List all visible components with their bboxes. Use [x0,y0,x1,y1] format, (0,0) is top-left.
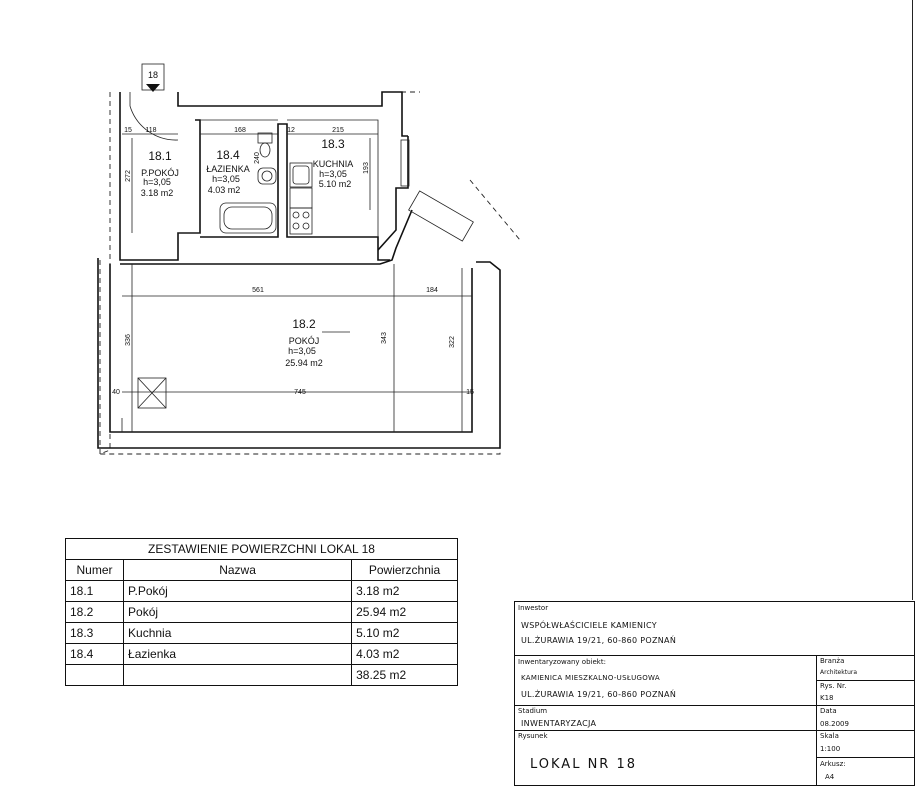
dim-label: 272 [125,170,132,182]
dim-label: 168 [234,127,246,134]
dim-label: 118 [145,127,157,134]
dim-label: 322 [449,336,456,348]
cell-name: Łazienka [124,644,352,665]
dim-label: 336 [125,334,132,346]
cell-number: 18.4 [66,644,124,665]
skala-value: 1:100 [820,745,841,753]
dim-label: 193 [363,162,370,174]
rys-label: Rys. Nr. [820,682,847,690]
cell-name: Kuchnia [124,623,352,644]
table-row [66,644,458,665]
table-header-row [66,560,458,581]
table-row [66,602,458,623]
room-label-18-4 [206,148,250,195]
data-cell [816,705,915,731]
svg-text:ŁAZIENKA: ŁAZIENKA [206,164,250,174]
cell-number: 18.1 [66,581,124,602]
column-header: Powierzchnia [352,560,458,581]
data-label: Data [820,707,837,715]
svg-text:18.2: 18.2 [292,317,316,331]
cell-area: 25.94 m2 [352,602,458,623]
room-label-18-2 [285,317,323,368]
total-area: 38.25 m2 [352,665,458,686]
object-cell [514,655,817,706]
outer-boundary [100,92,520,454]
dim-label: 561 [252,287,264,294]
svg-text:h=3,05: h=3,05 [288,346,316,356]
dim-label: 12 [287,127,295,134]
object-address: UL.ŻURAWIA 19/21, 60-860 POZNAŃ [521,690,677,699]
investor-cell [514,601,915,656]
dim-label: 215 [332,127,344,134]
table-title: ZESTAWIENIE POWIERZCHNI LOKAL 18 [66,539,458,560]
arkusz-value: A4 [825,773,835,781]
table-row [66,623,458,644]
investor-address: UL.ŻURAWIA 19/21, 60-860 POZNAŃ [521,636,677,645]
dim-label: 343 [381,332,388,344]
arkusz-cell [816,757,915,786]
skala-label: Skala [820,732,839,740]
column-header: Numer [66,560,124,581]
entrance-number: 18 [147,70,159,80]
cell-area: 4.03 m2 [352,644,458,665]
arkusz-label: Arkusz: [820,760,846,768]
cell-area: 3.18 m2 [352,581,458,602]
svg-text:P.POKÓJ: P.POKÓJ [141,168,179,178]
svg-text:h=3,05: h=3,05 [319,169,347,179]
column-header: Nazwa [124,560,352,581]
cell-name: Pokój [124,602,352,623]
skala-cell [816,730,915,758]
rysunek-cell [514,730,817,786]
area-summary-table [65,538,458,686]
table-row [66,581,458,602]
investor-label: Inwestor [518,604,549,612]
svg-text:18.1: 18.1 [148,149,172,163]
drawing-title: LOKAL NR 18 [530,757,638,772]
cell-empty [66,665,124,686]
branza-value: Architektura [820,669,858,676]
stadium-cell [514,705,817,731]
room-label-18-1 [141,149,179,198]
table-total-row [66,665,458,686]
page-border-line [912,0,913,600]
cell-area: 5.10 m2 [352,623,458,644]
dim-label: 15 [466,389,474,396]
dim-label: 240 [254,152,261,164]
branza-cell [816,655,915,681]
svg-text:18.3: 18.3 [321,137,345,151]
svg-text:4.03 m2: 4.03 m2 [207,185,241,195]
rysunek-label: Rysunek [518,732,548,740]
title-block [514,601,915,786]
stadium-value: INWENTARYZACJA [521,719,597,728]
dim-label: 184 [426,287,438,294]
branza-label: Branża [820,657,845,665]
investor-name: WSPÓŁWŁAŚCICIELE KAMIENICY [521,621,657,630]
svg-text:5.10 m2: 5.10 m2 [318,179,352,189]
dim-label: 40 [112,389,120,396]
cell-number: 18.2 [66,602,124,623]
cell-number: 18.3 [66,623,124,644]
dim-label: 15 [124,127,132,134]
room-label-18-3 [313,137,354,189]
rys-value: K18 [820,694,834,702]
dim-label: 745 [294,389,306,396]
svg-text:18.4: 18.4 [216,148,240,162]
object-label: Inwentaryzowany obiekt: [518,658,606,666]
stadium-label: Stadium [518,707,548,715]
svg-text:KUCHNIA: KUCHNIA [312,159,354,169]
cell-name: P.Pokój [124,581,352,602]
svg-text:POKÓJ: POKÓJ [288,336,320,346]
svg-text:3.18 m2: 3.18 m2 [140,188,174,198]
table-title-row [66,539,458,560]
svg-text:h=3,05: h=3,05 [143,177,171,187]
object-name: KAMIENICA MIESZKALNO-USŁUGOWA [521,674,660,682]
svg-text:h=3,05: h=3,05 [212,174,240,184]
data-value: 08.2009 [820,720,849,728]
svg-text:25.94 m2: 25.94 m2 [285,358,323,368]
rys-cell [816,680,915,706]
cell-empty [124,665,352,686]
